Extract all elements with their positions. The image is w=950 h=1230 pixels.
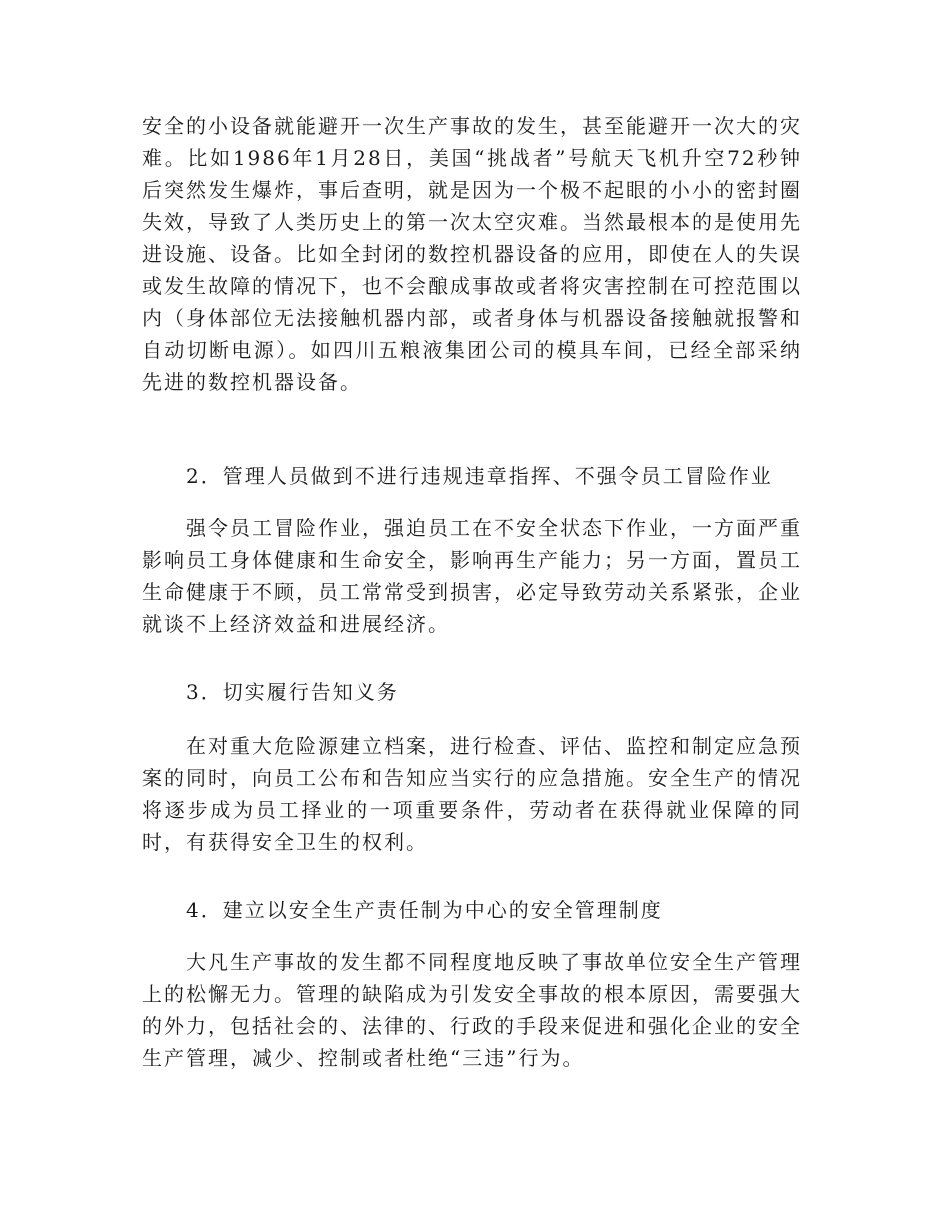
body-paragraph-3: 在对重大危险源建立档案，进行检查、评估、监控和制定应急预案的同时，向员工公布和告知应当实行的应急措施。安全生产的情况将逐步成为员工择业的一项重要条件，劳动者在获得就业保障的同时，有获得安全卫生的权利。: [142, 734, 802, 854]
body-paragraph-4: 大凡生产事故的发生都不同程度地反映了事故单位安全生产管理上的松懈无力。管理的缺陷成为引发安全事故的根本原因，需要强大的外力，包括社会的、法律的、行政的手段来促进和强化企业的安全生产管理，减少、控制或者杜绝“三违”行为。: [142, 950, 802, 1070]
section-heading-3: 3．切实履行告知义务: [186, 680, 399, 704]
section-heading-2: 2．管理人员做到不进行违规违章指挥、不强令员工冒险作业: [186, 464, 773, 488]
section-heading-4: 4．建立以安全生产责任制为中心的安全管理制度: [186, 898, 663, 922]
body-paragraph-2: 强令员工冒险作业，强迫员工在不安全状态下作业，一方面严重影响员工身体健康和生命安全，影响再生产能力；另一方面，置员工生命健康于不顾，员工常常受到损害，必定导致劳动关系紧张，企业就谈不上经济效益和进展经济。: [142, 516, 802, 636]
body-paragraph-1: 安全的小设备就能避开一次生产事故的发生，甚至能避开一次大的灾难。比如1986年1月28日，美国“挑战者”号航天飞机升空72秒钟后突然发生爆炸，事后查明，就是因为一个极不起眼的小小的密封圈失效，导致了人类历史上的第一次太空灾难。当然最根本的是使用先进设施、设备。比如全封闭的数控机器设备的应用，即使在人的失误或发生故障的情况下，也不会酿成事故或者将灾害控制在可控范围以内（身体部位无法接触机器内部，或者身体与机器设备接触就报警和自动切断电源）。如四川五粮液集团公司的模具车间，已经全部采纳先进的数控机器设备。: [142, 114, 802, 394]
